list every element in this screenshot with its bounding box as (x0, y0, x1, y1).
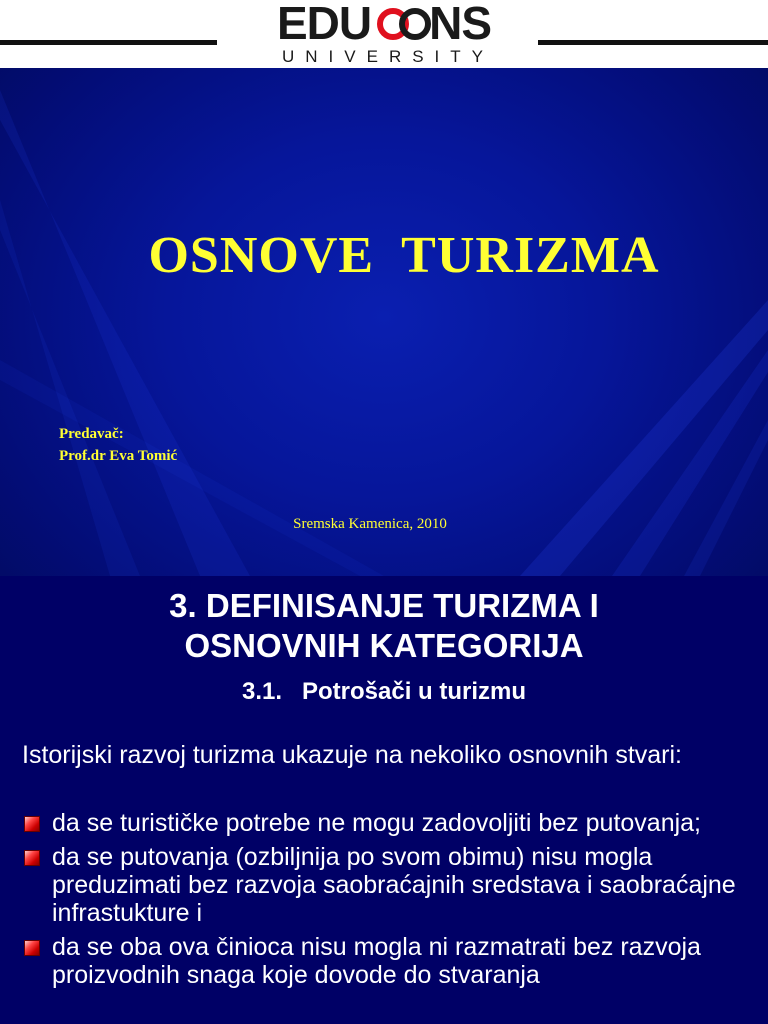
slide-heading (0, 586, 768, 666)
intro-text: Istorijski razvoj turizma ukazuje na nekoliko osnovnih stvari: (22, 741, 682, 769)
lecturer-block (59, 423, 177, 467)
bullet-text: da se putovanja (ozbiljnija po svom obimu) nisu mogla preduzimati bez razvoja saobraćajnih sredstava i saobraćajne infrastukture i (52, 843, 736, 927)
interlocking-rings-logo-icon (376, 6, 432, 42)
lecturer-name: Prof.dr Eva Tomić (59, 448, 178, 464)
red-square-bullet-icon (24, 940, 40, 956)
logo-subtitle: UNIVERSITY (281, 47, 495, 66)
intro-paragraph (22, 741, 762, 769)
presentation-title: OSNOVE TURIZMA (148, 227, 660, 284)
bullet-list (0, 809, 768, 995)
list-item (0, 933, 768, 989)
list-item (0, 809, 768, 837)
place-date: Sremska Kamenica, 2010 (293, 516, 447, 532)
header-rule-left (0, 40, 217, 45)
slide-subheading: 3.1. Potrošači u turizmu (241, 678, 527, 705)
slide-heading-line-1: 3. DEFINISANJE TURIZMA I (169, 587, 599, 624)
logo-text-left: EDU (276, 0, 372, 49)
bullet-text: da se oba ova činioca nisu mogla ni razmatrati bez razvoja proizvodnih snaga koje dovode do stvaranja (52, 933, 701, 989)
bullet-text: da se turističke potrebe ne mogu zadovoljiti bez putovanja; (52, 809, 701, 837)
lecturer-label: Predavač: (59, 426, 124, 442)
list-item (0, 843, 768, 927)
red-square-bullet-icon (24, 816, 40, 832)
content-slide (0, 576, 768, 1024)
red-square-bullet-icon (24, 850, 40, 866)
header-rule-right (538, 40, 768, 45)
slide-heading-line-2: OSNOVNIH KATEGORIJA (184, 627, 584, 664)
logo-text-right: NS (429, 0, 492, 49)
